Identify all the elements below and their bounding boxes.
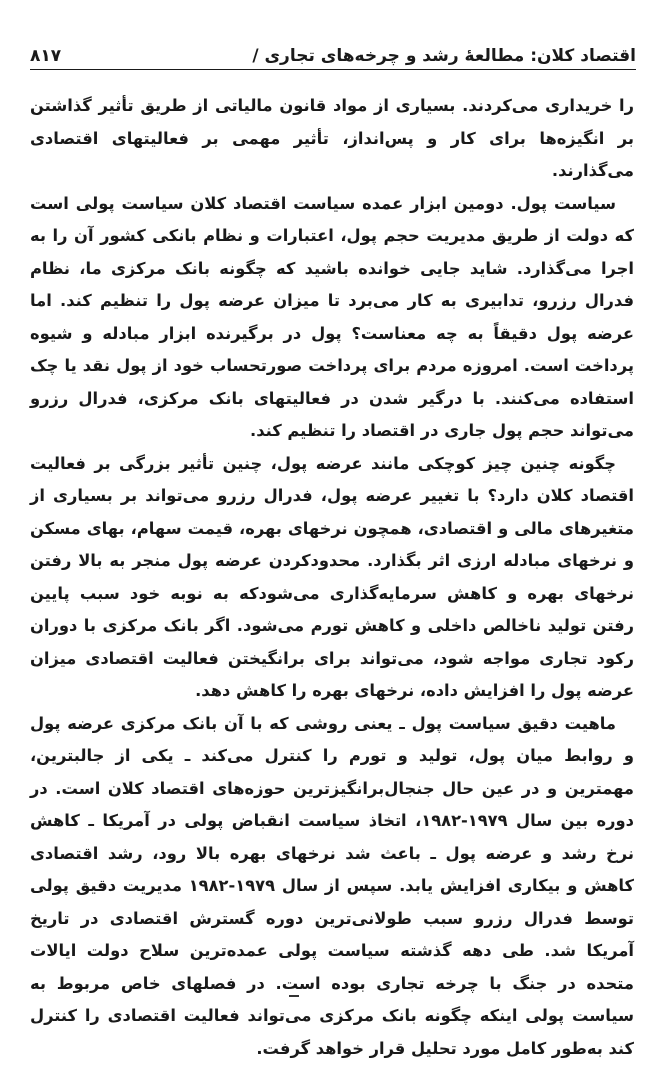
running-title-text: اقتصاد کلان: مطالعهٔ رشد و چرخه‌های تجاری [264,46,636,66]
running-title [252,46,636,66]
section-heading-monetary-policy: سیاست پول. [510,194,616,213]
paragraph-text: دومین ابزار عمده سیاست اقتصاد کلان سیاست پولی است که دولت از طریق مدیریت حجم پول، اعتبارات و نظام بانکی کشور آن را به اجرا می‌گذارد. شاید جایی خوانده باشید که چگونه بانک مرکزی ما، نظام فدرال رزرو، تدابیری به کار می‌برد تا میزان عرضه پول را تنظیم کند. اما عرضه پول دقیقاً به چه معناست؟ پول در برگیرنده ابزار مبادله و شیوه پرداخت است. امروزه مردم برای پرداخت صورتحساب خود از پول نقد یا چک استفاده می‌کنند. با درگیر شدن در فعالیتهای بانک مرکزی، فدرال رزرو می‌تواند حجم پول جاری در اقتصاد را تنظیم کند. [30,194,634,441]
paragraph-3 [30,448,634,708]
paragraph-text: را خریداری می‌کردند. بسیاری از مواد قانون مالیاتی از طریق تأثیر گذاشتن بر انگیزه‌ها برای کار و پس‌انداز، تأثیر مهمی بر فعالیتهای اقتصادی می‌گذارند. [30,96,634,180]
page-header [30,46,636,70]
page-body [30,90,634,1065]
paragraph-text: چگونه چنین چیز کوچکی مانند عرضه پول، چنین تأثیر بزرگی بر فعالیت اقتصاد کلان دارد؟ با تغییر عرضه پول، فدرال رزرو می‌تواند بر بسیاری از متغیرهای مالی و اقتصادی، همچون نرخهای بهره، قیمت سهام، بهای مسکن و نرخهای مبادله ارزی اثر بگذارد. محدودکردن عرضه پول منجر به بالا رفتن نرخهای بهره و کاهش سرمایه‌گذاری می‌شودکه به نوبه خود سبب پایین رفتن تولید ناخالص داخلی و کاهش تورم می‌شود. اگر بانک مرکزی با دوران رکود تجاری مواجه شود، می‌تواند برای برانگیختن فعالیت اقتصادی میزان عرضه پول را افزایش داده، نرخهای بهره را کاهش دهد. [30,454,634,701]
paragraph-text: ماهیت دقیق سیاست پول ـ یعنی روشی که با آن بانک مرکزی عرضه پول و روابط میان پول، تولید و تورم را کنترل می‌کند ـ یکی از جالبترین، مهمترین و در عین حال جنجال‌برانگیزترین حوزه‌های اقتصاد کلان است. در دوره بین سال ۱۹۷۹-۱۹۸۲، اتخاذ سیاست انقباض پولی در آمریکا ـ کاهش نرخ رشد و عرضه پول ـ باعث شد نرخهای بهره بالا رود، رشد اقتصادی کاهش و بیکاری افزایش یابد. سپس از سال ۱۹۷۹-۱۹۸۲ مدیریت دقیق پولی توسط فدرال رزرو سبب طولانی‌ترین دوره گسترش اقتصادی در تاریخ آمریکا شد. طی دهه گذشته سیاست پولی عمده‌ترین سلاح دولت ایالات متحده در جنگ با چرخه تجاری بوده است. در فصلهای خاص مربوط به سیاست پولی اینکه چگونه بانک مرکزی می‌تواند فعالیت اقتصادی را کنترل کند به‌طور کامل مورد تحلیل قرار خواهد گرفت. [30,714,634,1058]
page-number: ۸۱۷ [30,46,61,66]
footer-mark [289,995,299,997]
header-separator: / [252,46,258,66]
paragraph-4 [30,708,634,1065]
paragraph-2 [30,188,634,448]
paragraph-1 [30,90,634,188]
